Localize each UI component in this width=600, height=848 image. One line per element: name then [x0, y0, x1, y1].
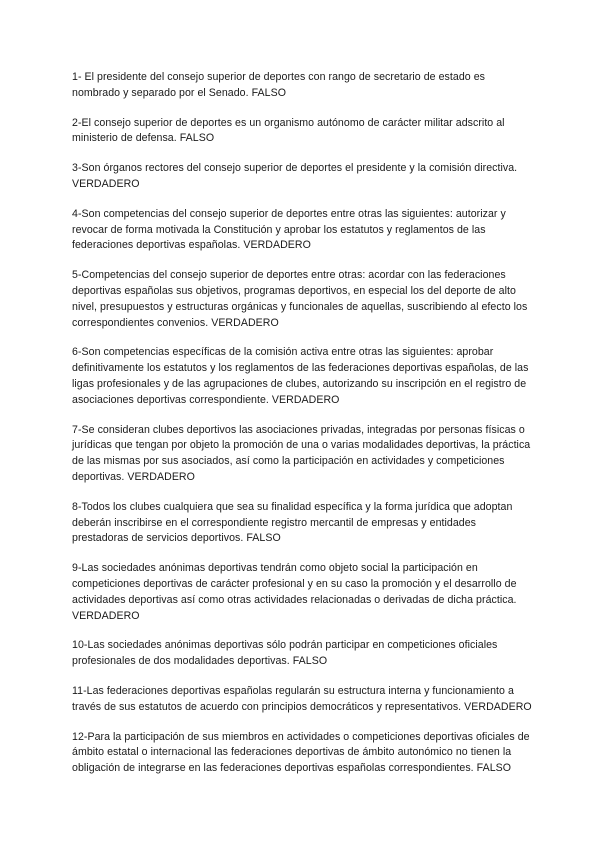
question-item-10: 10-Las sociedades anónimas deportivas sólo podrán participar en competiciones oficiales profesionales de dos modalidades deportivas. FALSO [72, 639, 498, 668]
question-item-3: 3-Son órganos rectores del consejo superior de deportes el presidente y la comisión directiva. VERDADERO [72, 162, 518, 190]
question-item-12: 12-Para la participación de sus miembros en actividades o competiciones deportivas oficiales de ámbito estatal o internacional las federaciones deportivas de ámbito autonómico no tienen la obligación de integrarse en las federaciones deportivas españolas correspondientes. FALSO [72, 730, 530, 775]
question-item-4: 4-Son competencias del consejo superior de deportes entre otras las siguientes: autorizar y revocar de forma motivada la Constitución y aprobar los estatutos y reglamentos de las federaciones deportivas españolas. VERDADERO [72, 207, 506, 252]
question-item-5: 5-Competencias del consejo superior de deportes entre otras: acordar con las federaciones deportivas españolas sus objetivos, programas deportivos, en especial los del deporte de alto nivel, presupuestos y estructuras orgánicas y funcionales de aquellas, suscribiendo al efecto los correspondientes convenios. VERDADERO [72, 269, 528, 329]
question-item-1: 1- El presidente del consejo superior de deportes con rango de secretario de estado es nombrado y separado por el Senado. FALSO [72, 71, 486, 99]
question-item-11: 11-Las federaciones deportivas españolas regularán su estructura interna y funcionamiento a través de sus estatutos de acuerdo con principios democráticos y representativos. VERDADERO [72, 684, 532, 713]
question-item-8: 8-Todos los clubes cualquiera que sea su finalidad específica y la forma jurídica que adoptan deberán inscribirse en el correspondiente registro mercantil de empresas y entidades prestadoras de servicios deportivos. FALSO [72, 500, 513, 545]
question-item-9: 9-Las sociedades anónimas deportivas tendrán como objeto social la participación en competiciones deportivas de carácter profesional y en su caso la promoción y el desarrollo de actividades deportivas así como otras actividades relacionadas o derivadas de dicha práctica. VERDADERO [72, 562, 517, 622]
question-list [72, 70, 532, 791]
question-item-2: 2-El consejo superior de deportes es un organismo autónomo de carácter militar adscrito al ministerio de defensa. FALSO [72, 116, 505, 145]
question-item-6: 6-Son competencias específicas de la comisión activa entre otras las siguientes: aprobar definitivamente los estatutos y los reglamentos de las federaciones deportivas españolas, de las ligas profesionales y de las agrupaciones de clubes, autorizando su inscripción en el registro de asociaciones deportivas correspondiente. VERDADERO [72, 346, 529, 406]
question-item-7: 7-Se consideran clubes deportivos las asociaciones privadas, integradas por personas físicas o jurídicas que tengan por objeto la promoción de una o varias modalidades deportivas, la práctica de las mismas por sus asociados, así como la participación en actividades y competiciones deportivas. VERDADERO [72, 423, 531, 483]
